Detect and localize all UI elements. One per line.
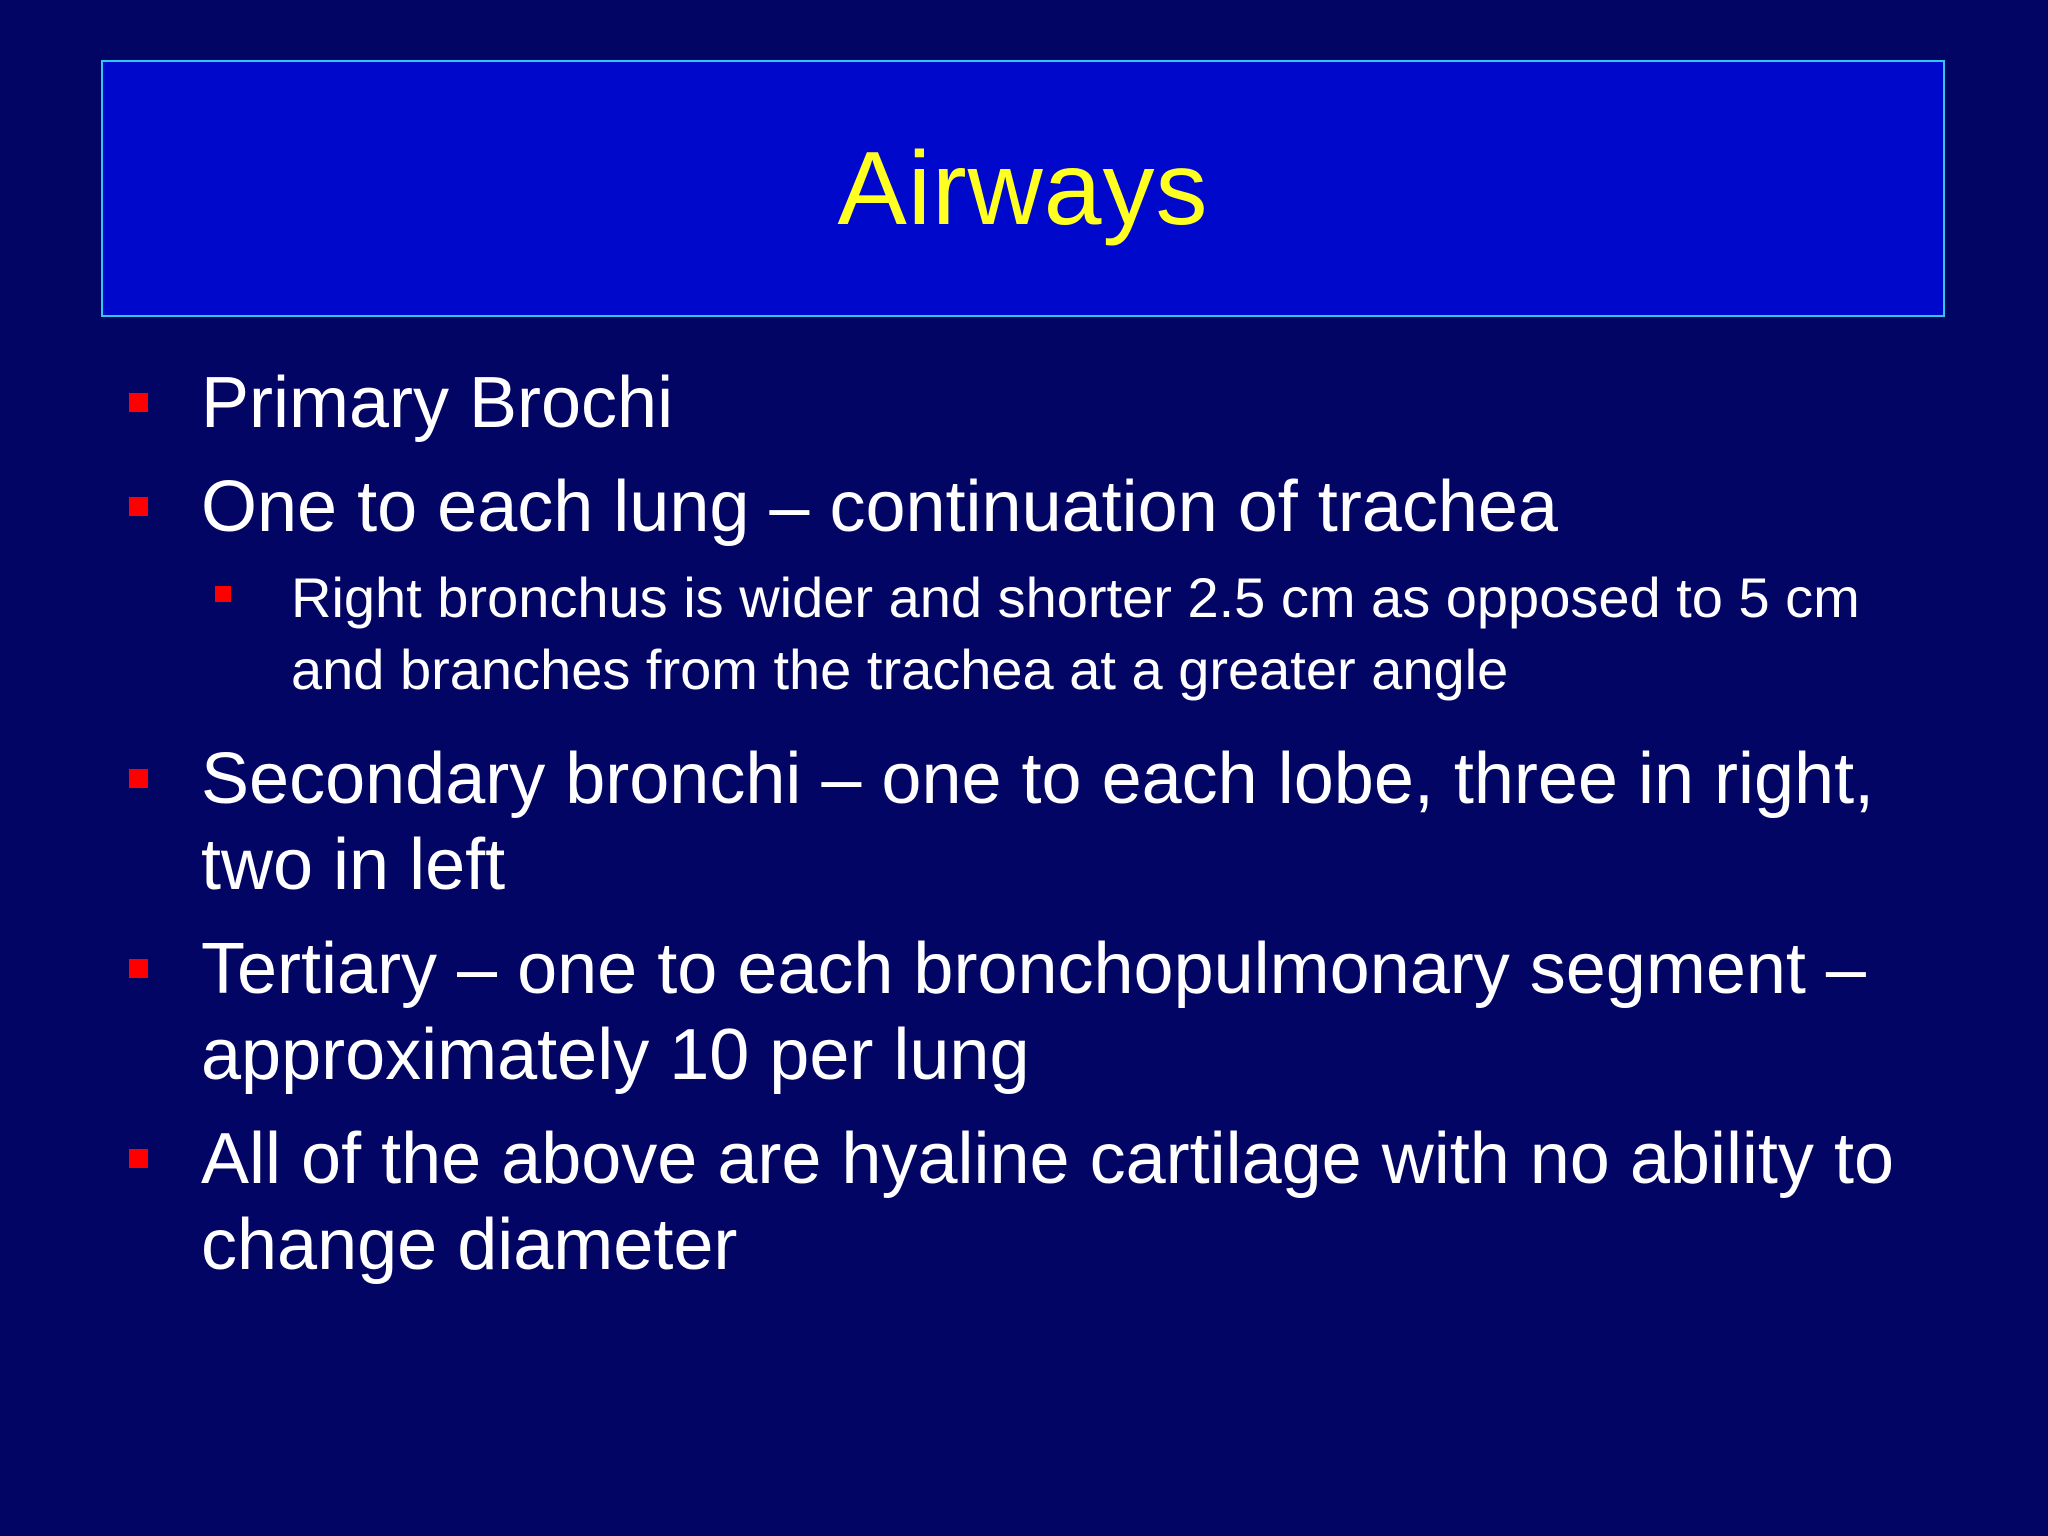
bullet-text: Secondary bronchi – one to each lobe, three in right, two in left [201, 739, 1875, 905]
red-square-bullet-icon [129, 1149, 148, 1168]
slide-title: Airways [837, 130, 1209, 247]
sub-bullet-item [201, 562, 1931, 706]
bullet-item [120, 360, 1920, 446]
bullet-text: One to each lung – continuation of trachea [201, 467, 1558, 547]
bullet-text: Primary Brochi [201, 363, 674, 443]
red-square-bullet-icon [215, 586, 231, 602]
bullet-item [120, 464, 1920, 550]
bullet-item [120, 736, 1920, 908]
red-square-bullet-icon [129, 959, 148, 978]
bullet-list [120, 360, 1920, 1306]
red-square-bullet-icon [129, 393, 148, 412]
bullet-item [120, 1116, 1920, 1288]
title-box [101, 60, 1945, 317]
bullet-item [120, 926, 1920, 1098]
sub-bullet-text: Right bronchus is wider and shorter 2.5 cm as opposed to 5 cm and branches from the trachea at a greater angle [291, 566, 1860, 701]
bullet-text: Tertiary – one to each bronchopulmonary segment – approximately 10 per lung [201, 929, 1866, 1095]
bullet-text: All of the above are hyaline cartilage with no ability to change diameter [201, 1119, 1894, 1285]
red-square-bullet-icon [129, 497, 148, 516]
red-square-bullet-icon [129, 769, 148, 788]
